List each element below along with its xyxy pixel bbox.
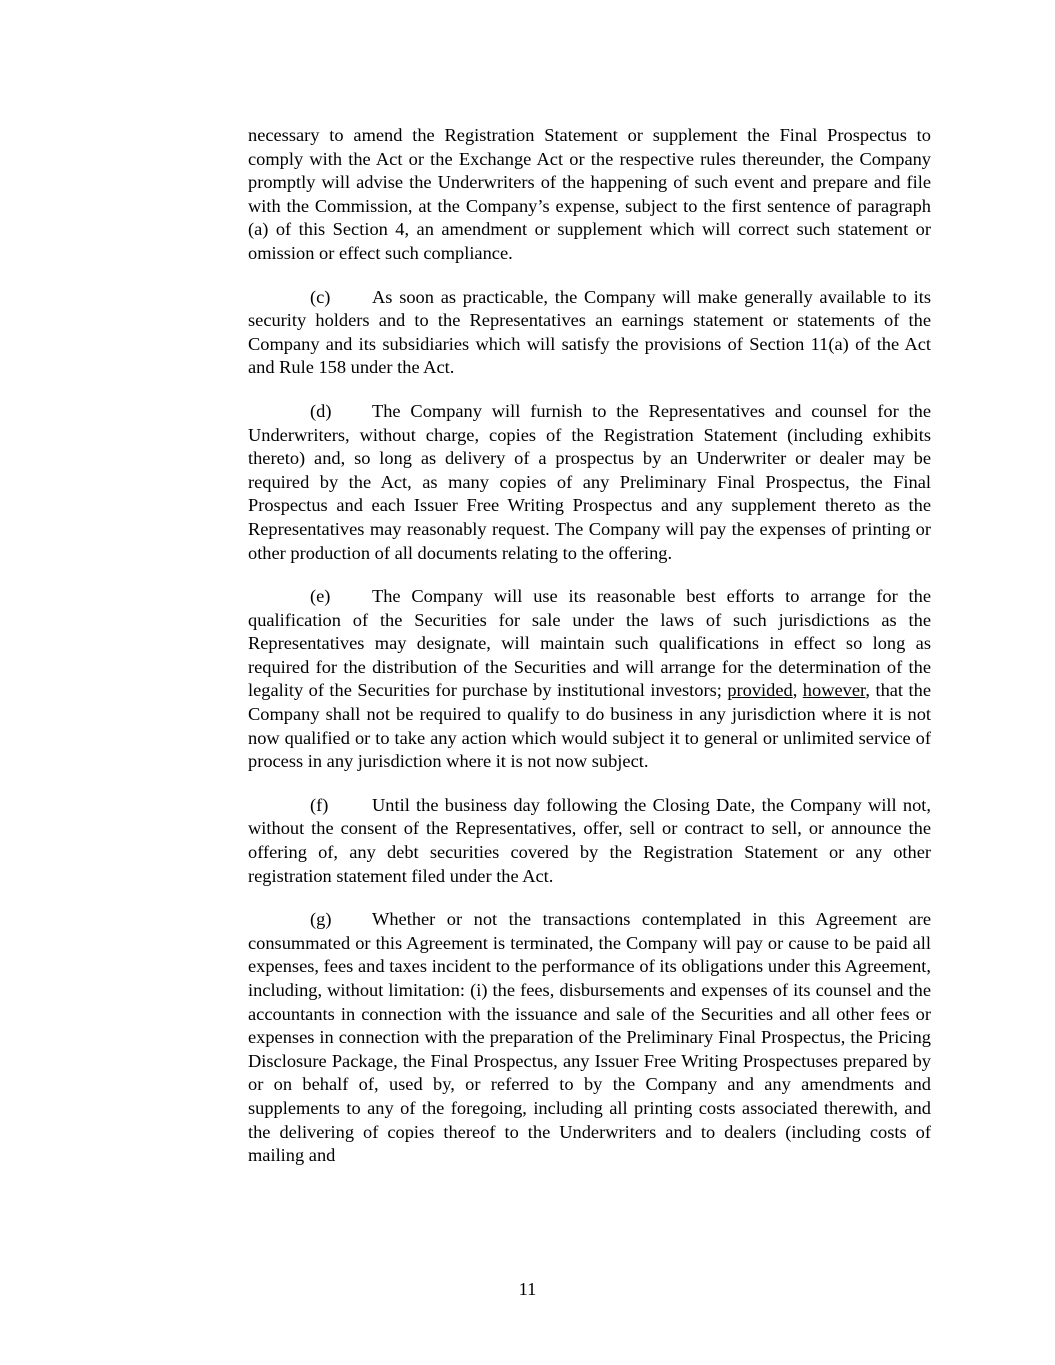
paragraph-f (248, 794, 931, 888)
paragraph-text: Whether or not the transactions contemplated in this Agreement are consummated or this Agreement is terminated, the Company will pay or cause to be paid all expenses, fees and taxes incident to the performance of its obligations under this Agreement, including, without limitation: (i) the fees, disbursements and expenses of its counsel and the accountants in connection with the issuance and sale of the Securities and all other fees or expenses in connection with the preparation of the Preliminary Final Prospectus, the Pricing Disclosure Package, the Final Prospectus, any Issuer Free Writing Prospectuses prepared by or on behalf of, used by, or referred to by the Company and any amendments and supplements to any of the foregoing, including all printing costs associated therewith, and the delivering of copies thereof to the Underwriters and to dealers (including costs of mailing and (248, 909, 931, 1166)
paragraph-label: (c) (310, 286, 331, 307)
document-body (248, 124, 931, 1188)
paragraph-label: (g) (310, 909, 332, 930)
paragraph-text: , that the Company shall not be required to qualify to do business in any jurisdiction where it is not now qualified or to take any action which would subject it to general or unlimited service of process in any jurisdiction where it is not now subject. (248, 680, 931, 772)
paragraph-text: Until the business day following the Closing Date, the Company will not, without the consent of the Representatives, offer, sell or contract to sell, or announce the offering of, any debt securities covered by the Registration Statement or any other registration statement filed under the Act. (248, 794, 931, 886)
paragraph-label: (d) (310, 400, 332, 421)
underlined-term-provided: provided (727, 680, 793, 701)
paragraph-text: The Company will furnish to the Representatives and counsel for the Underwriters, without charge, copies of the Registration Statement (including exhibits thereto) and, so long as delivery of a prospectus by an Underwriter or dealer may be required by the Act, as many copies of any Preliminary Final Prospectus, the Final Prospectus and each Issuer Free Writing Prospectus and any supplement thereto as the Representatives may reasonably request. The Company will pay the expenses of printing or other production of all documents relating to the offering. (248, 400, 931, 563)
paragraph-label: (f) (310, 794, 329, 815)
underlined-term-however: however (802, 680, 866, 701)
separator: , (792, 680, 803, 701)
paragraph-d (248, 400, 931, 565)
paragraph-g (248, 908, 931, 1168)
page-number: 11 (518, 1279, 537, 1299)
paragraph-c (248, 286, 931, 380)
paragraph-text: The Company will use its reasonable best efforts to arrange for the qualification of the Securities for sale under the laws of such jurisdictions as the Representatives may designate, will maintain such qualifications in effect so long as required for the distribution of the Securities and will arrange for the determination of the legality of the Securities for purchase by institutional investors; (248, 586, 931, 701)
paragraph-label: (e) (310, 586, 331, 607)
paragraph-text: As soon as practicable, the Company will make generally available to its security holders and to the Representatives an earnings statement or statements of the Company and its subsidiaries which will satisfy the provisions of Section 11(a) of the Act and Rule 158 under the Act. (248, 286, 931, 378)
paragraph-e (248, 585, 931, 774)
continuation-paragraph: necessary to amend the Registration Statement or supplement the Final Prospectus to comply with the Act or the Exchange Act or the respective rules thereunder, the Company promptly will advise the Underwriters of the happening of such event and prepare and file with the Commission, at the Company’s expense, subject to the first sentence of paragraph (a) of this Section 4, an amendment or supplement which will correct such statement or omission or effect such compliance. (248, 125, 931, 263)
